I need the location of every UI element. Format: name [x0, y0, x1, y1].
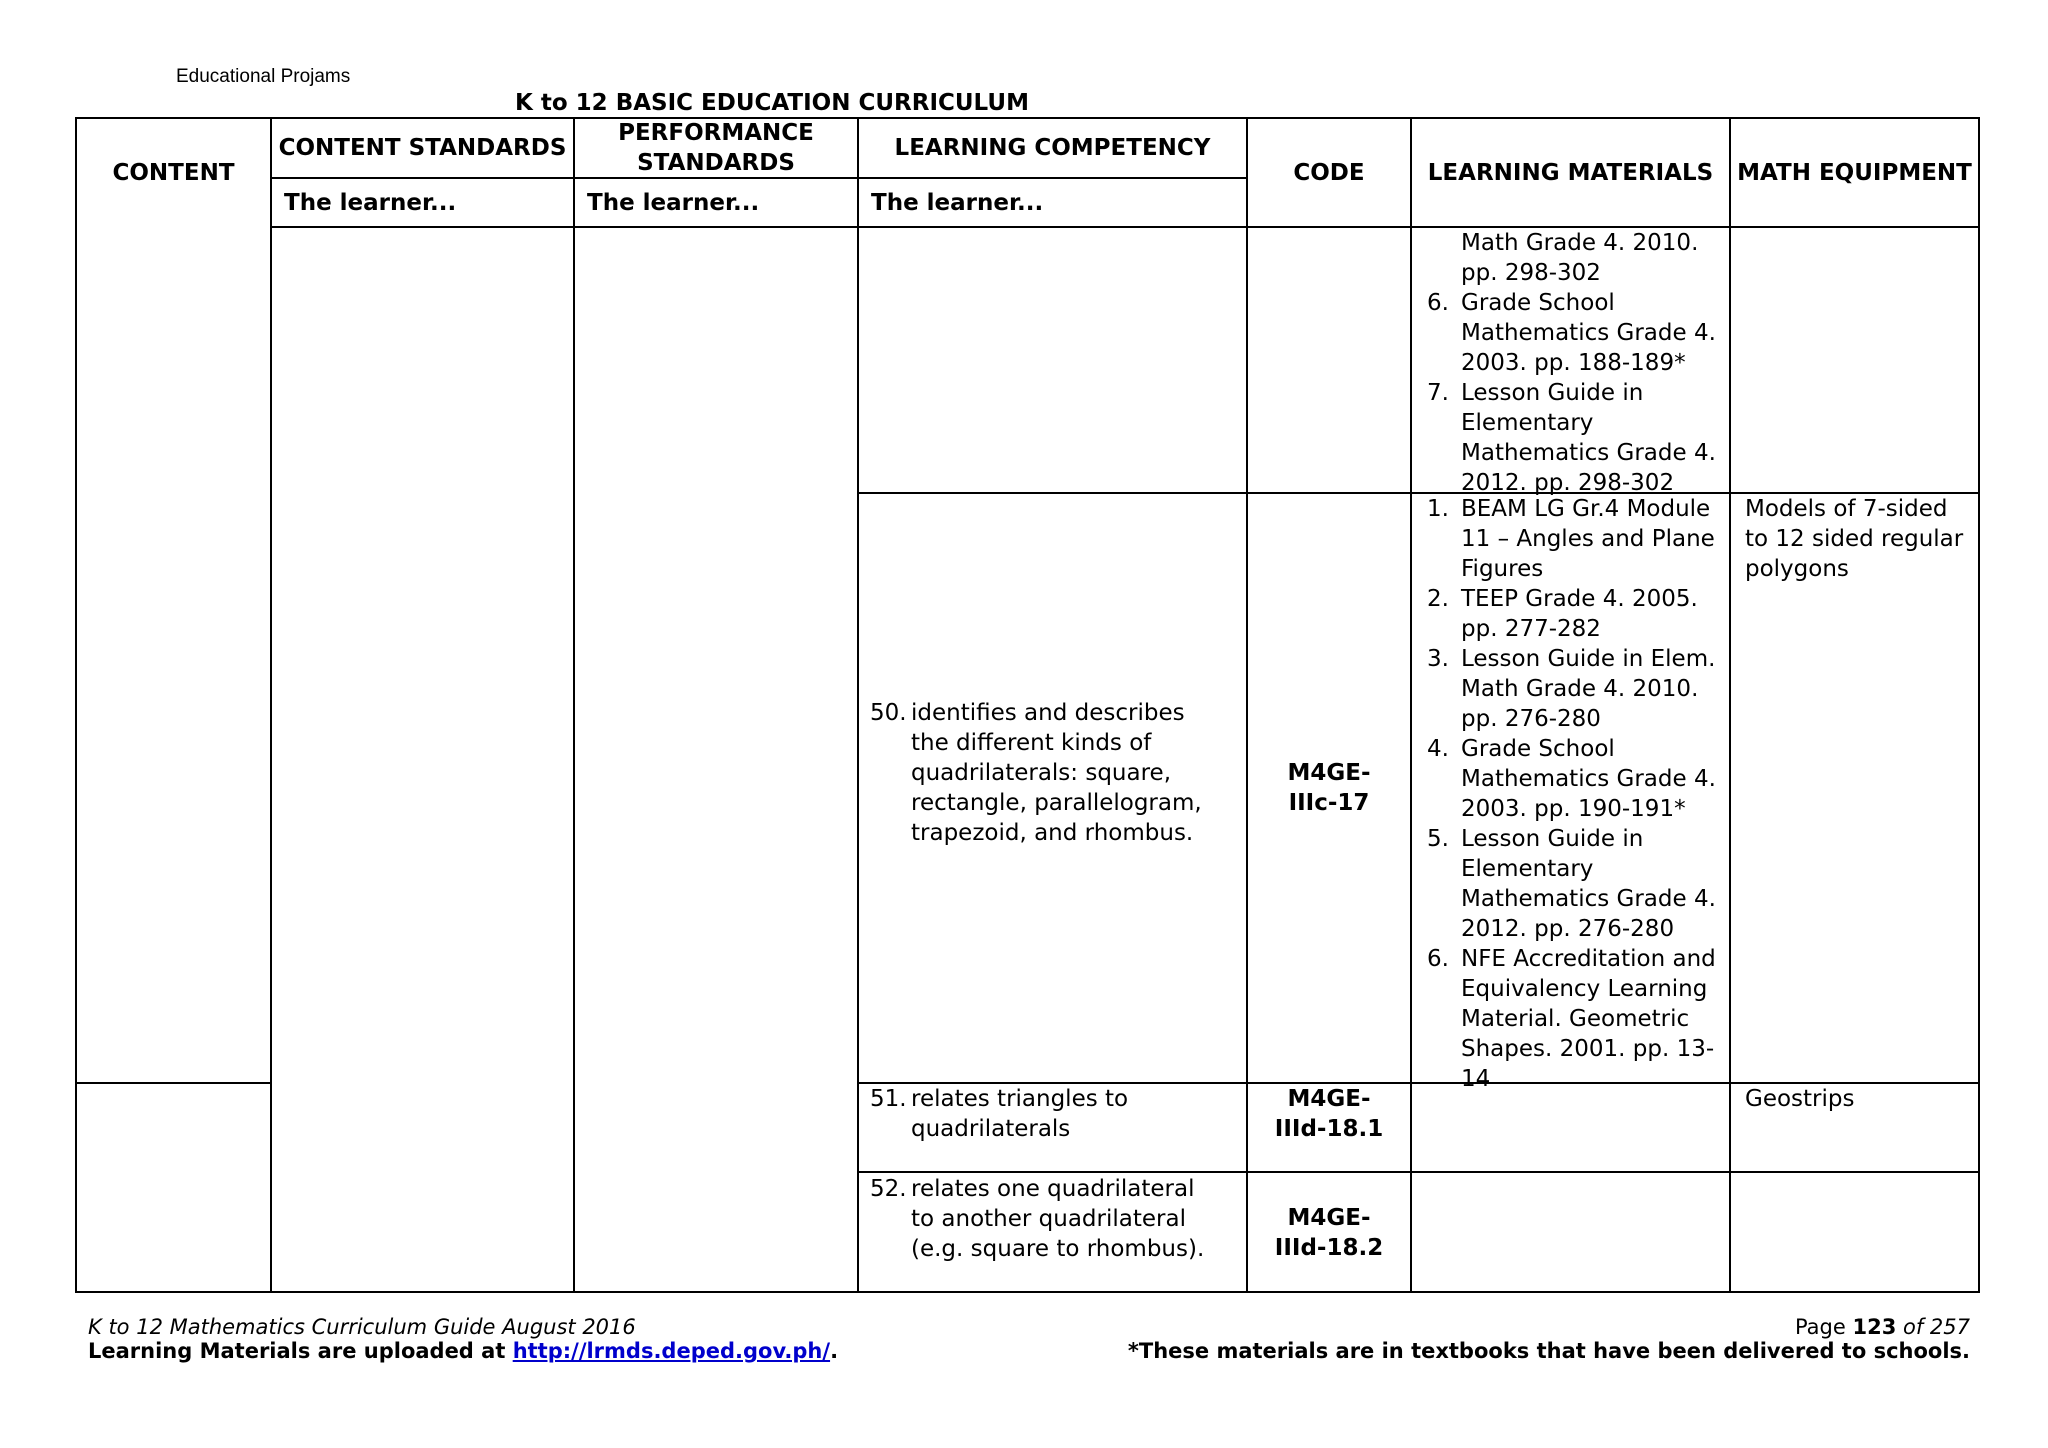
row1-materials: [1427, 228, 1727, 498]
list-item: 7. Lesson Guide in Elementary Mathematics Grade 4. 2012. pp. 298-302: [1427, 380, 1716, 496]
list-item: 6. Grade School Mathematics Grade 4. 2003. pp. 188-189*: [1427, 290, 1716, 376]
document-title: K to 12 BASIC EDUCATION CURRICULUM: [515, 90, 1029, 116]
competency-text: relates triangles to quadrilaterals: [911, 1086, 1129, 1142]
code-cell: M4GE-IIId-18.2: [1274, 1205, 1384, 1261]
list-item: 1. BEAM LG Gr.4 Module 11 – Angles and Plane Figures: [1427, 496, 1715, 582]
materials-continuation: Math Grade 4. 2010. pp. 298-302: [1461, 230, 1699, 286]
competency-50: [870, 698, 1210, 848]
competency-text: relates one quadrilateral to another quadrilateral (e.g. square to rhombus).: [911, 1176, 1205, 1262]
list-item: 3. Lesson Guide in Elem. Math Grade 4. 2010. pp. 276-280: [1427, 646, 1716, 732]
header-note: Educational Projams: [176, 66, 351, 87]
competency-number: 52.: [870, 1176, 907, 1202]
header-performance-standards: PERFORMANCE STANDARDS: [618, 120, 814, 176]
header-math-equipment: MATH EQUIPMENT: [1737, 159, 1972, 186]
guide-title: K to 12 Mathematics Curriculum Guide August 2016: [88, 1315, 636, 1339]
header-content-standards: CONTENT STANDARDS: [278, 135, 567, 161]
learner-label-learning-competency: The learner...: [871, 189, 1044, 216]
learner-label-performance-standards: The learner...: [587, 189, 760, 216]
row2-materials: [1427, 494, 1727, 1094]
list-item: 2. TEEP Grade 4. 2005. pp. 277-282: [1427, 586, 1698, 642]
header-content: CONTENT: [112, 160, 235, 186]
code-cell: M4GE-IIIc-17: [1287, 760, 1371, 816]
learner-label-content-standards: The learner...: [284, 189, 457, 216]
footer-right: [1128, 1315, 1970, 1363]
textbook-note: *These materials are in textbooks that have been delivered to schools.: [1127, 1339, 1970, 1363]
footer-left: [88, 1315, 838, 1363]
list-item: 6. NFE Accreditation and Equivalency Learning Material. Geometric Shapes. 2001. pp. 13-14: [1427, 946, 1716, 1092]
competency-52: [870, 1174, 1210, 1264]
header-code: CODE: [1293, 159, 1365, 186]
code-cell: M4GE-IIId-18.1: [1274, 1086, 1384, 1142]
uploaded-suffix: .: [830, 1339, 839, 1363]
equipment-cell: Geostrips: [1745, 1086, 1855, 1112]
lrmds-link[interactable]: http://lrmds.deped.gov.ph/: [512, 1339, 831, 1363]
competency-number: 50.: [870, 700, 907, 726]
list-item: 4. Grade School Mathematics Grade 4. 2003. pp. 190-191*: [1427, 736, 1716, 822]
list-item: 5. Lesson Guide in Elementary Mathematics Grade 4. 2012. pp. 276-280: [1427, 826, 1716, 942]
competency-number: 51.: [870, 1086, 907, 1112]
materials-list: [1427, 494, 1727, 1094]
header-learning-materials: LEARNING MATERIALS: [1427, 159, 1714, 186]
page-indicator: Page 123 of 257: [1794, 1315, 1970, 1339]
equipment-cell: Models of 7-sided to 12 sided regular polygons: [1745, 496, 1964, 582]
competency-51: [870, 1084, 1210, 1144]
header-learning-competency: LEARNING COMPETENCY: [894, 135, 1211, 161]
materials-list: [1427, 288, 1727, 498]
page-number: 123: [1852, 1315, 1897, 1339]
competency-text: identifies and describes the different kinds of quadrilaterals: square, rectangle, parallelogram, trapezoid, and rhombus.: [911, 700, 1202, 846]
uploaded-text: Learning Materials are uploaded at: [88, 1339, 513, 1363]
